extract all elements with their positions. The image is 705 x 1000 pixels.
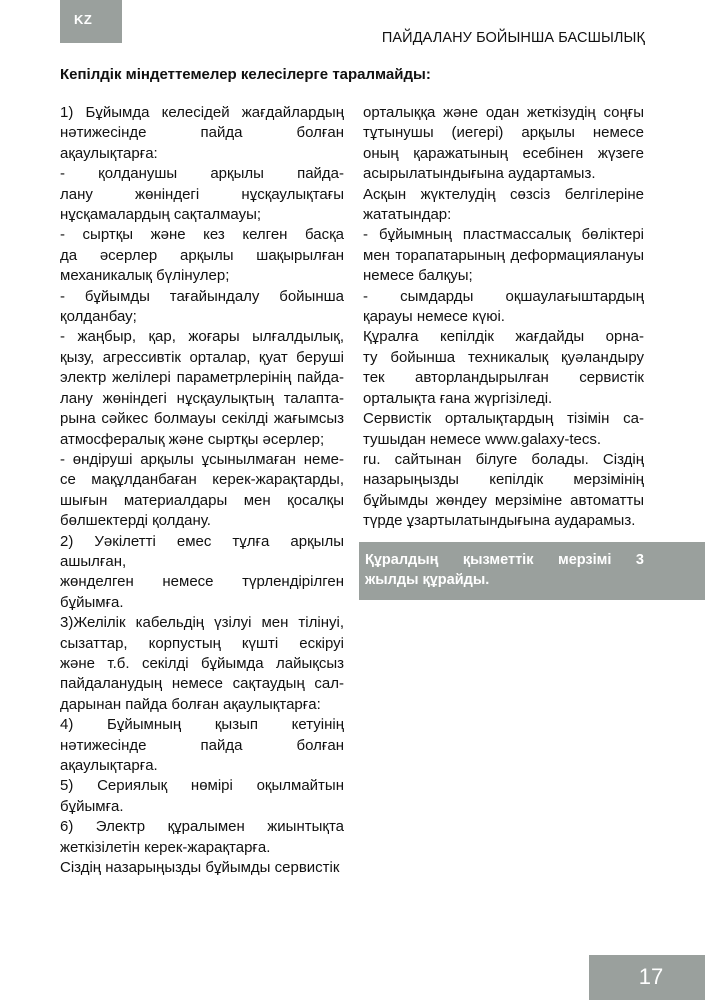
right-text-column [363, 103, 644, 532]
text-line: атмосфералық және сыртқы әсерлер; [60, 430, 325, 448]
service-life-callout [359, 542, 705, 600]
text-line: нәтижесінде пайда болған [60, 124, 344, 142]
text-line: нәтижесінде пайда болған [60, 736, 344, 754]
text-line: оның қаражатының есебінен жүзеге [363, 144, 644, 162]
text-line: шығын материалдары мен қосалқы [60, 491, 344, 509]
text-line: жататындар: [363, 206, 452, 224]
left-text-column [60, 103, 344, 878]
text-line: қолданбау; [60, 308, 137, 326]
text-line: да әсерлер арқылы шақырылған [60, 246, 344, 264]
text-line: ru. сайтынан білуге болады. Сіздің [363, 450, 644, 468]
text-line: 3)Желілік кабельдің үзілуі мен тілінуі, [60, 614, 344, 632]
text-line: тұтынушы (иегері) арқылы немесе [363, 124, 644, 142]
text-line: тушыдан немесе www.galaxy-tecs. [363, 430, 602, 448]
language-code: KZ [74, 12, 93, 27]
text-line: электр желілері параметрлерінің пайда- [60, 369, 344, 387]
text-line: қызу, агрессивтік орталар, қуат беруші [60, 348, 344, 366]
text-line: рына сәйкес болмауы секілді жағымсыз [60, 410, 344, 428]
text-line: 4) Бұйымның қызып кетуінің [60, 716, 344, 734]
text-line: - сыртқы және кез келген басқа [60, 226, 344, 244]
text-line: жеткізілетін керек-жарақтарға. [60, 838, 271, 856]
text-line: бұйымға. [60, 593, 124, 611]
text-line: немесе балқуы; [363, 267, 473, 285]
text-line: се мақұлданбаған керек-жарақтарды, [60, 471, 344, 489]
text-line: қарауы немесе күюі. [363, 308, 505, 326]
text-line: - сымдарды оқшаулағыштардың [363, 287, 644, 305]
text-line: тек авторландырылған сервистік [363, 369, 644, 387]
text-line: механикалық бүлінулер; [60, 267, 230, 285]
text-line: сызаттар, корпустың күшті ескіруі [60, 634, 344, 652]
text-line: жөнделген немесе түрлендірілген [60, 573, 344, 591]
page-number: 17 [638, 964, 664, 989]
section-heading: Кепілдік міндеттемелер келесілерге таралмайды: [60, 66, 431, 83]
text-line: бұйымға. [60, 797, 124, 815]
text-line: пайдаланудың немесе сақтаудың сал- [60, 675, 344, 693]
text-line: - өндіруші арқылы ұсынылмаған неме- [60, 450, 344, 468]
text-line: Сіздің назарыңызды бұйымды сервистік [60, 859, 340, 877]
text-line: ақаулықтарға: [60, 144, 158, 162]
callout-line-2: жылды құрайды. [365, 572, 490, 588]
text-line: және т.б. секілді бұйымда лайықсыз [60, 654, 344, 672]
text-line: лану жөніндегі нұсқаулықтың талапта- [60, 389, 344, 407]
text-line: - жаңбыр, қар, жоғары ылғалдылық, [60, 328, 344, 346]
text-line: - бұйымды тағайындалу бойынша [60, 287, 344, 305]
text-line: ақаулықтарға. [60, 757, 158, 774]
text-line: 2) Уәкілетті емес тұлға арқылы ашылған, [60, 532, 344, 570]
running-header-title: ПАЙДАЛАНУ БОЙЫНША БАСШЫЛЫҚ [381, 30, 645, 46]
text-line: нұсқамалардың сақталмауы; [60, 206, 262, 224]
text-line: - бұйымның пластмассалық бөліктері [363, 226, 644, 244]
text-line: мен торапатарының деформациялануы [363, 246, 644, 264]
callout-line-1: Құралдың қызметтік мерзімі 3 [365, 552, 644, 568]
text-line: бөлшектерді қолдану. [60, 512, 211, 530]
text-line: бұйымды жөндеу мерзіміне автоматты [363, 491, 644, 509]
text-line: түрде ұзартылатындығына аударамыз. [363, 512, 636, 530]
text-line: Асқын жүктелудің сөзсіз белгілеріне [363, 185, 644, 203]
text-line: назарыңызды кепілдік мерзімінің [363, 471, 644, 489]
text-line: дарынан пайда болған ақаулықтарға: [60, 695, 321, 713]
text-line: - қолданушы арқылы пайда- [60, 165, 344, 183]
text-line: 5) Сериялық нөмірі оқылмайтын [60, 777, 344, 795]
text-line: орталықта ғана жүргізіледі. [363, 389, 553, 407]
text-line: 6) Электр құралымен жиынтықта [60, 818, 344, 836]
text-line: орталыққа және одан жеткізудің соңғы [363, 104, 644, 121]
page-number-box [589, 955, 705, 1000]
text-line: Құралға кепілдік жағдайды орна- [363, 328, 644, 346]
text-line: лану жөніндегі нұсқаулықтағы [60, 185, 344, 203]
language-tab [60, 0, 122, 43]
text-line: ту бойынша техникалық қуәландыру [363, 348, 644, 366]
text-line: асырылатындығына аудартамыз. [363, 165, 596, 183]
text-line: 1) Бұйымда келесідей жағдайлардың [60, 104, 344, 121]
text-line: Сервистік орталықтардың тізімін са- [363, 410, 644, 428]
